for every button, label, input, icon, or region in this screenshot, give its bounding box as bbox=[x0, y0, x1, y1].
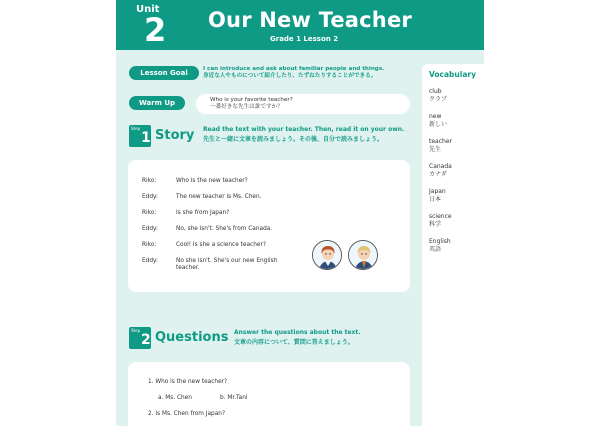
vocab-item bbox=[429, 163, 484, 179]
dialogue-speaker: Eddy: bbox=[142, 226, 158, 232]
story-instruction-en: Read the text with your teacher. Then, read it on your own. bbox=[203, 126, 405, 133]
page-subtitle: Grade 1 Lesson 2 bbox=[270, 35, 339, 43]
warm-up-question-ja: 一番好きな先生は誰ですか？ bbox=[210, 104, 283, 110]
teacher-avatar-icon bbox=[312, 240, 342, 270]
question-2: 2. Is Ms. Chen from Japan? bbox=[148, 411, 226, 417]
story-instruction-ja: 先生と一緒に文章を読みましょう。その後、自分で読みましょう。 bbox=[203, 136, 384, 143]
story-instruction bbox=[203, 125, 418, 145]
dialogue-speaker: Riko: bbox=[142, 242, 157, 248]
vocab-en: English bbox=[429, 238, 451, 245]
vocab-item bbox=[429, 113, 484, 129]
story-card bbox=[128, 160, 410, 292]
vocab-item bbox=[429, 138, 484, 154]
question-1: 1. Who is the new teacher? bbox=[148, 379, 228, 385]
dialogue-line: No, she isn't. She's from Canada. bbox=[176, 226, 273, 232]
dialogue-speaker: Riko: bbox=[142, 210, 157, 216]
vocab-en: Canada bbox=[429, 163, 452, 170]
lesson-goal-text bbox=[203, 66, 418, 80]
questions-instruction-ja: 文章の内容について、質問に答えましょう。 bbox=[234, 339, 354, 346]
questions-card bbox=[128, 362, 410, 426]
dialogue-speaker: Eddy: bbox=[142, 194, 158, 200]
lesson-goal-ja: 身近な人やものについて紹介したり、たずねたりすることができる。 bbox=[203, 73, 377, 79]
vocab-en: science bbox=[429, 213, 452, 220]
unit-number: 2 bbox=[144, 11, 167, 49]
lesson-goal-badge: Lesson Goal bbox=[129, 66, 199, 80]
vocab-ja: 英語 bbox=[429, 246, 442, 253]
vocab-item bbox=[429, 238, 484, 254]
step-number: 1 bbox=[141, 130, 151, 146]
dialogue-line: The new teacher is Ms. Chen. bbox=[176, 194, 262, 200]
vocab-en: club bbox=[429, 88, 442, 95]
questions-instruction bbox=[234, 328, 414, 348]
vocab-item bbox=[429, 188, 484, 204]
vocab-en: teacher bbox=[429, 138, 452, 145]
vocab-ja: クラブ bbox=[429, 96, 448, 103]
worksheet-page bbox=[116, 0, 484, 426]
vocabulary-title: Vocabulary bbox=[429, 70, 476, 79]
step-word: Step bbox=[131, 126, 141, 131]
vocab-ja: 科学 bbox=[429, 221, 442, 228]
unit-label: Unit bbox=[136, 4, 160, 15]
vocab-ja: 新しい bbox=[429, 121, 448, 128]
story-title: Story bbox=[155, 128, 195, 143]
lesson-goal-en: I can introduce and ask about familiar people and things. bbox=[203, 66, 385, 72]
page-title: Our New Teacher bbox=[208, 8, 412, 32]
dialogue-speaker: Eddy: bbox=[142, 258, 158, 264]
warm-up-badge: Warm Up bbox=[129, 96, 185, 110]
dialogue-line: Cool! Is she a science teacher? bbox=[176, 242, 266, 248]
step-word: Step bbox=[131, 328, 141, 333]
vocabulary-sidebar bbox=[422, 64, 484, 426]
questions-title: Questions bbox=[155, 330, 229, 345]
vocab-en: Japan bbox=[429, 188, 446, 195]
vocab-en: new bbox=[429, 113, 442, 120]
page-header bbox=[116, 0, 484, 50]
warm-up-question-en: Who is your favorite teacher? bbox=[210, 97, 293, 103]
warm-up-box bbox=[196, 94, 410, 114]
vocab-item bbox=[429, 88, 484, 104]
step-number: 2 bbox=[141, 332, 151, 348]
question-1-option-b[interactable]: b. Mr.Tani bbox=[220, 395, 248, 401]
dialogue-line: Who is the new teacher? bbox=[176, 178, 248, 184]
student-avatar-icon bbox=[348, 240, 378, 270]
dialogue-line: Is she from Japan? bbox=[176, 210, 230, 216]
vocab-item bbox=[429, 213, 484, 229]
vocab-ja: 日本 bbox=[429, 196, 442, 203]
step-2-badge bbox=[129, 327, 151, 349]
questions-instruction-en: Answer the questions about the text. bbox=[234, 329, 361, 336]
vocab-ja: 先生 bbox=[429, 146, 442, 153]
dialogue-speaker: Riko: bbox=[142, 178, 157, 184]
vocab-ja: カナダ bbox=[429, 171, 447, 178]
question-1-option-a[interactable]: a. Ms. Chen bbox=[158, 395, 192, 401]
dialogue-line: No she isn't. She's our new English teacher. bbox=[176, 258, 278, 271]
step-1-badge bbox=[129, 125, 151, 147]
